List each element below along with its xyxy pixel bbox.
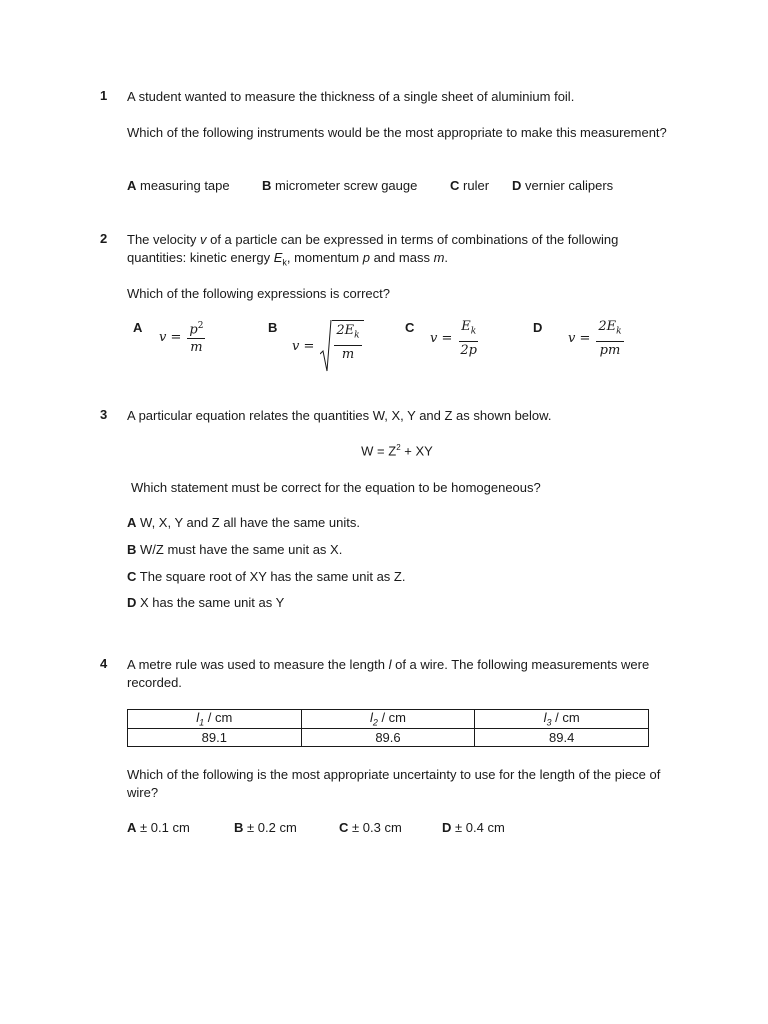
statement-d: D X has the same unit as Y: [127, 595, 285, 610]
question-stem: A particular equation relates the quantities W, X, Y and Z as shown below.: [127, 408, 552, 423]
question-prompt: Which of the following expressions is correct?: [127, 286, 391, 301]
statement-c: C The square root of XY has the same unit as Z.: [127, 569, 406, 584]
expression-lhs: v =: [159, 329, 182, 345]
measurements-table: [127, 709, 649, 747]
table-header-cell: $l_3$ / cm: [475, 710, 649, 729]
expression-lhs: v =: [292, 338, 315, 354]
fraction: $\frac{p^2}{m}$: [187, 318, 205, 356]
option-d: D ± 0.4 cm: [442, 820, 505, 835]
table-cell: 89.1: [128, 728, 302, 746]
question-number: 4: [100, 656, 108, 671]
expression-lhs: v =: [568, 330, 591, 346]
option-b: B micrometer screw gauge: [262, 178, 418, 193]
radical-sign-icon: [320, 320, 332, 372]
question-number: 2: [100, 231, 108, 246]
question-stem: A student wanted to measure the thickness of a single sheet of aluminium foil.: [127, 89, 575, 104]
option-letter: C: [405, 320, 415, 335]
table-row: [128, 728, 649, 746]
table-cell: 89.4: [475, 728, 649, 746]
table-cell: 89.6: [301, 728, 475, 746]
fraction: $\frac{2E_k}{pm}$: [598, 319, 622, 358]
question-number: 1: [100, 88, 108, 103]
fraction: $\frac{E_k}{2p}$: [460, 319, 477, 358]
question-prompt: Which of the following instruments would be the most appropriate to make this measurement?: [127, 125, 667, 140]
table-header-cell: $l_2$ / cm: [301, 710, 475, 729]
statement-a: A W, X, Y and Z all have the same units.: [127, 515, 360, 530]
option-letter: D: [533, 320, 543, 335]
table-header-row: [128, 710, 649, 729]
option-d: D vernier calipers: [512, 178, 614, 193]
fraction: $\frac{2E_k}{m}$: [336, 323, 360, 362]
question-prompt: Which statement must be correct for the equation to be homogeneous?: [131, 480, 541, 495]
table-header-cell: $l_1$ / cm: [128, 710, 302, 729]
option-a: A measuring tape: [127, 178, 230, 193]
option-c: C ± 0.3 cm: [339, 820, 402, 835]
option-b: B ± 0.2 cm: [234, 820, 297, 835]
question-prompt: Which of the following is the most appropriate uncertainty to use for the length of the piece of wire?: [127, 767, 661, 800]
question-number: 3: [100, 407, 108, 422]
square-root: [320, 320, 363, 372]
option-letter: A: [133, 320, 143, 335]
option-letter: B: [268, 320, 278, 335]
question-stem: The velocity v of a particle can be expressed in terms of combinations of the following quantities: kinetic energy $E_k$, momentum p and mass m.: [127, 232, 619, 268]
equation: $W = Z^2$ + XY: [361, 443, 433, 459]
question-stem: A metre rule was used to measure the length l of a wire. The following measurements were recorded.: [127, 657, 650, 690]
option-a: A ± 0.1 cm: [127, 820, 190, 835]
expression-lhs: v =: [430, 330, 453, 346]
statement-b: B W/Z must have the same unit as X.: [127, 542, 343, 557]
option-c: C ruler: [450, 178, 490, 193]
